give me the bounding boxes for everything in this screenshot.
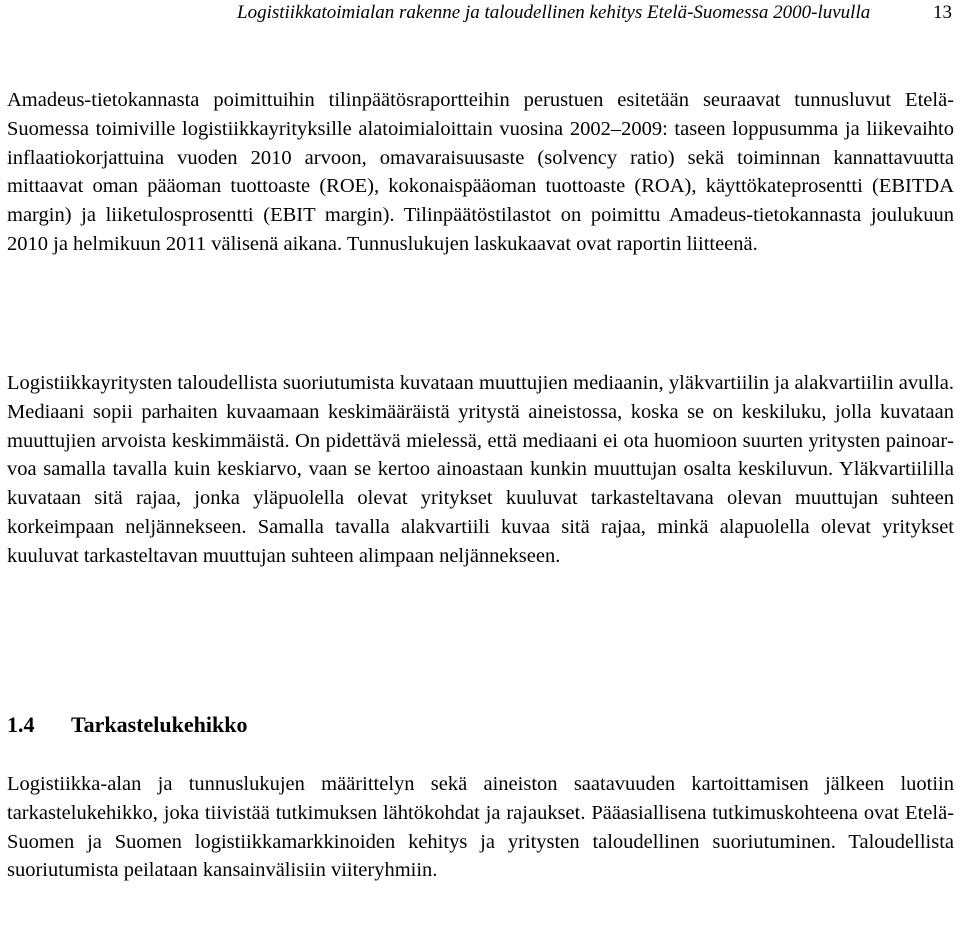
page-header [0, 0, 960, 30]
section-number: 1.4 [7, 712, 35, 737]
running-title: Logistiikkatoimialan rakenne ja taloudellinen kehitys Etelä-Suomessa 2000-luvulla [237, 2, 871, 23]
section-heading [7, 708, 247, 742]
paragraph-median-quartiles: Logistiikkayritysten taloudellista suoriutumista kuvataan muuttujien mediaanin, yläkvartiilin ja alakvartiilin avulla. Mediaani sopii parhaiten kuvaamaan keskimääräistä yritystä aineistossa, koska se on keskiluku, jolla kuvataan muuttujien arvoista keskimmäistä. On pidettävä mielessä, että mediaani ei ota huomioon suurten yritysten painoarvoa samalla tavalla kuin keskiarvo, vaan se kertoo ainoastaan kunkin muuttujan osalta keskiluvun. Yläkvartiililla kuvataan sitä rajaa, jonka yläpuolella olevat yritykset kuuluvat tarkasteltavana olevan muuttujan suhteen korkeimpaan neljännekseen. Samalla tavalla alakvartiili kuvaa sitä rajaa, minkä alapuolella olevat yritykset kuuluvat tarkasteltavan muuttujan suhteen alimpaan neljännekseen. [7, 372, 954, 567]
paragraph-framework: Logistiikka-alan ja tunnuslukujen määrittelyn sekä aineiston saatavuuden kartoittamisen jälkeen luotiin tarkastelukehikko, joka tiivistää tutkimuksen lähtökohdat ja rajaukset. Pääasiallisena tutkimuskohteena ovat Etelä-Suomen ja Suomen logistiikkamarkkinoiden kehitys ja yritysten taloudellinen suoriutuminen. Taloudellista suoriutumista peilataan kansainvälisiin viiteryhmiin. [7, 773, 954, 882]
paragraph-key-figures: Amadeus-tietokannasta poimittuihin tilinpäätösraportteihin perustuen esitetään seuraavat tunnusluvut Etelä-Suomessa toimiville logistiikkayrityksille alatoimialoittain vuosina 2002–2009: taseen loppusumma ja liikevaihto inflaatiokorjattuina vuoden 2010 arvoon, omavaraisuusaste (solvency ratio) sekä toiminnan kannattavuutta mittaavat oman pääoman tuottoaste (ROE), kokonaispääoman tuottoaste (ROA), käyttökateprosentti (EBITDA margin) ja liiketulosprosentti (EBIT margin). Tilinpäätöstilastot on poimittu Amadeus-tietokannasta joulukuun 2010 ja helmikuun 2011 välisenä aikana. Tunnuslukujen laskukaavat ovat raportin liitteenä. [7, 89, 954, 255]
page-number: 13 [933, 2, 952, 23]
section-title: Tarkastelukehikko [71, 712, 248, 737]
